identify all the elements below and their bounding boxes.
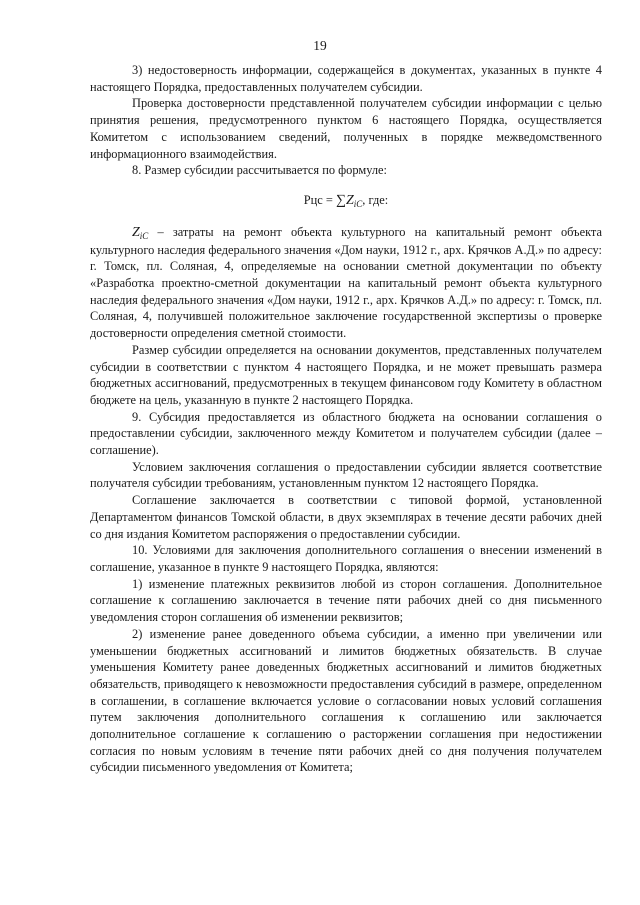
formula-subscript: iC <box>353 198 363 209</box>
paragraph-subsidy-determination: Размер субсидии определяется на основании документов, представленных получателем субсидии в соответствии с пунктом 4 настоящего Порядка, и не может превышать размера бюджетных ассигнований, предусмотренных в текущем финансовом году Комитету в областном бюджете на цель, указанную в пункте 2 настоящего Порядка. <box>90 342 602 407</box>
paragraph-point-10-2: 2) изменение ранее доведенного объема субсидии, а именно при увеличении или уменьшении бюджетных ассигнований и лимитов бюджетных обязательств. В случае уменьшения Комитету ранее доведенных бюджетных ассигнований и лимитов бюджетных обязательств, приводящего к невозможности предоставления субсидий в размере, определенном в соглашении, в соглашение включается условие о согласовании новых условий соглашения путем заключения дополнительного соглашения к соглашению или заключается дополнительное соглашение к соглашению о расторжении соглашения при недостижении согласия по новым условиям в течение пяти рабочих дней со дня получения получателем субсидии письменного уведомления от Комитета; <box>90 626 602 775</box>
paragraph-subsidy-size-intro: 8. Размер субсидии рассчитывается по формуле: <box>132 163 387 178</box>
paragraph-point-9: 9. Субсидия предоставляется из областного бюджета на основании соглашения о предоставлении субсидии, заключенного между Комитетом и получателем субсидии (далее – соглашение). <box>90 409 602 458</box>
formula-suffix: , где: <box>362 192 389 207</box>
paragraph-agreement-condition: Условием заключения соглашения о предоставлении субсидии является соответствие получателя субсидии требованиям, установленным пунктом 12 настоящего Порядка. <box>90 459 602 491</box>
page-number: 19 <box>313 38 327 53</box>
paragraph-agreement-form: Соглашение заключается в соответствии с типовой формой, установленной Департаментом финансов Томской области, в двух экземплярах в течение десяти рабочих дней со дня издания Комитетом распоряжения о предоставлении субсидии. <box>90 493 602 541</box>
definition-text: – затраты на ремонт объекта культурного на капитальный ремонт объекта культурного наследия федерального значения «Дом науки, 1912 г., арх. Крячков А.Д.» по адресу: г. Томск, пл. Соляная, 4, определяемые на основании сметной документации по объекту «Разработка проектно-сметной документации на капитальный ремонт объекта культурного наследия федерального значения «Дом науки, 1912 г., арх. Крячков А.Д.» по адресу: г. Томск, пл. Соляная, 4, получившей положительное заключение государственной экспертизы о проверке достоверности определения сметной стоимости. <box>90 224 602 341</box>
subsidy-formula <box>90 191 602 210</box>
paragraph-verification: Проверка достоверности представленной получателем субсидии информации с целью принятия решения, предусмотренного пунктом 6 настоящего Порядка, осуществляется Комитетом с использованием сведений, полученных в порядке межведомственного информационного взаимодействия. <box>90 96 602 161</box>
formula-left: Рцс = <box>303 192 333 207</box>
paragraph-point-10-1: 1) изменение платежных реквизитов любой из сторон соглашения. Дополнительное соглашение к соглашению заключается в течение пяти рабочих дней со дня письменного уведомления сторон соглашения об изменении реквизитов; <box>90 576 602 625</box>
formula-variable: Z <box>345 192 354 208</box>
document-body <box>90 62 602 776</box>
paragraph-point-10: 10. Условиями для заключения дополнительного соглашения о внесении изменений в соглашение, указанное в пункте 9 настоящего Порядка, являются: <box>90 543 602 574</box>
formula-definition <box>90 224 602 342</box>
definition-subscript: iC <box>139 230 149 241</box>
sum-symbol: ∑ <box>336 192 346 208</box>
paragraph-unreliable-info: 3) недостоверность информации, содержащейся в документах, указанных в пункте 4 настоящего Порядка, предоставленных получателем субсидии. <box>90 63 602 94</box>
definition-variable: Z <box>132 224 140 240</box>
